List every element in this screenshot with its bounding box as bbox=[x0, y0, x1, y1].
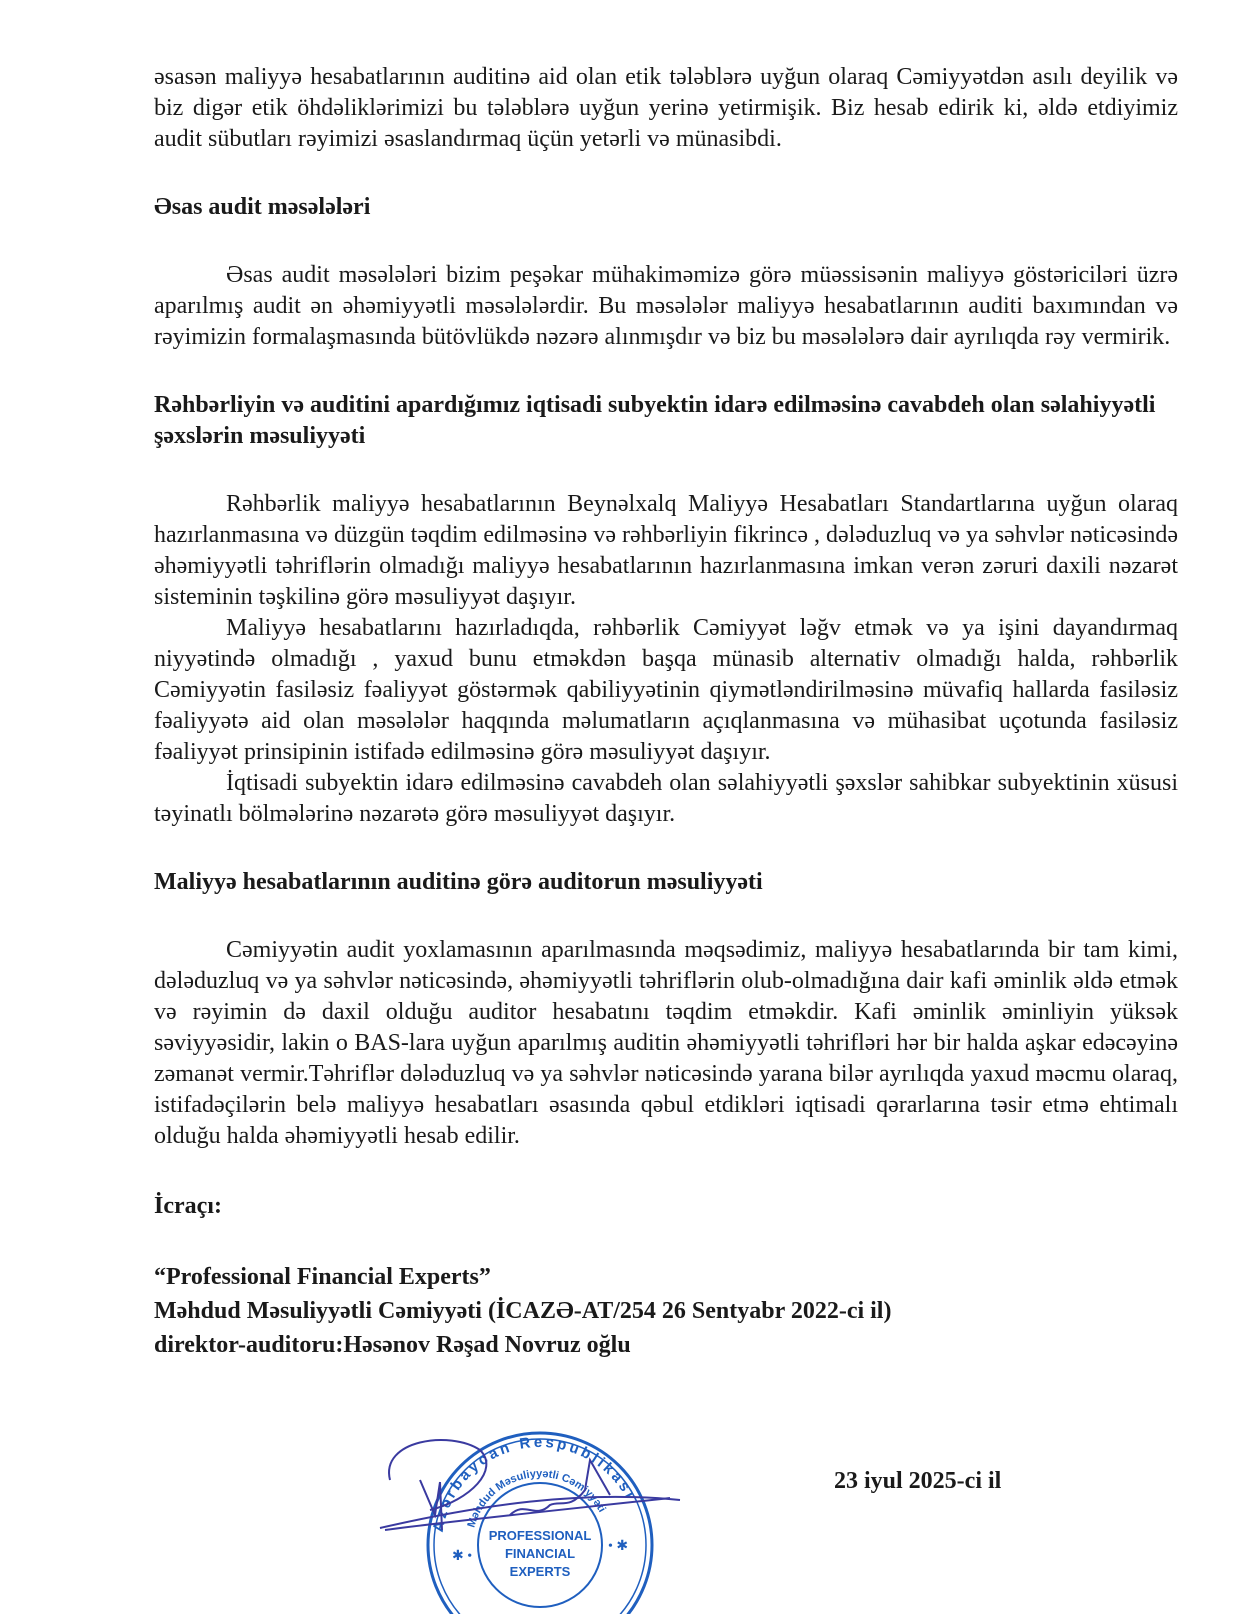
svg-text:EXPERTS: EXPERTS bbox=[509, 1564, 571, 1579]
company-stamp-with-signature bbox=[360, 1420, 720, 1614]
svg-text:• ✱: • ✱ bbox=[608, 1539, 629, 1554]
executor-label: İcraçı: bbox=[154, 1193, 222, 1219]
company-name: “Professional Financial Experts” bbox=[154, 1264, 491, 1290]
company-type-license: Məhdud Məsuliyyətli Cəmiyyəti (İCAZƏ-AT/254 26 Sentyabr 2022-ci il) bbox=[154, 1298, 892, 1324]
section-heading-management-responsibility: Rəhbərliyin və auditini apardığımız iqtisadi subyektin idarə edilməsinə cavabdeh olan səlahiyyətli şəxslərin məsuliyyəti bbox=[154, 392, 1156, 449]
management-responsibility-paragraph-1: Rəhbərlik maliyyə hesabatlarının Beynəlxalq Maliyyə Hesabatları Standartlarına uyğun olaraq hazırlanmasına və düzgün təqdim edilməsinə və rəhbərliyin fikrincə , dələduzluq və ya səhvlər nəticəsində əhəmiyyətli təhriflərin olmadığı maliyyə hesabatlarının hazırlanmasına imkan verən zəruri daxili nəzarət sisteminin təşkilinə görə məsuliyyət daşıyır. bbox=[154, 491, 1178, 610]
svg-text:FINANCIAL: FINANCIAL bbox=[504, 1546, 576, 1561]
management-responsibility-paragraph-3: İqtisadi subyektin idarə edilməsinə cavabdeh olan səlahiyyətli şəxslər sahibkar subyektinin xüsusi təyinatlı bölmələrinə nəzarətə görə məsuliyyət daşıyır. bbox=[154, 770, 1178, 827]
report-date: 23 iyul 2025-ci il bbox=[834, 1468, 1002, 1494]
svg-text:Məhdud Məsuliyyətli Cəmiyyəti: Məhdud Məsuliyyətli Cəmiyyəti bbox=[465, 1467, 608, 1530]
section-heading-auditor-responsibility: Maliyyə hesabatlarının auditinə görə auditorun məsuliyyəti bbox=[154, 869, 763, 895]
stamp-icon bbox=[360, 1420, 720, 1614]
svg-text:Azərbaycan Respublikası: Azərbaycan Respublikası bbox=[429, 1433, 640, 1534]
section-heading-key-audit-matters: Əsas audit məsələləri bbox=[154, 194, 371, 220]
management-responsibility-paragraph-2: Maliyyə hesabatlarını hazırladıqda, rəhbərlik Cəmiyyət ləğv etmək və ya işini dayandırmaq niyyətində olmadığı , yaxud bunu etməkdən başqa münasib alternativ olmadığı halda, rəhbərlik Cəmiyyətin fasiləsiz fəaliyyət göstərmək qabiliyyətinin qiymətləndirilməsinə müvafiq hallarda fasiləsiz fəaliyyətə aid olan məsələlər haqqında məlumatların açıqlanmasına və mühasibat uçotunda fasiləsiz fəaliyyət prinsipinin istifadə edilməsinə görə məsuliyyət daşıyır. bbox=[154, 615, 1178, 765]
signature-block bbox=[154, 1189, 1178, 1362]
auditor-responsibility-paragraph: Cəmiyyətin audit yoxlamasının aparılmasında məqsədimiz, maliyyə hesabatlarında bir tam kimi, dələduzluq və ya səhvlər nəticəsində, əhəmiyyətli təhriflərin olub-olmadığına dair kafi əminlik əldə etmək və rəyimin də daxil olduğu auditor hesabatını təqdim etməkdir. Kafi əminlik əminliyin yüksək səviyyəsidir, lakin o BAS-lara uyğun aparılmış auditin əhəmiyyətli təhrifləri hər bir halda aşkar edəcəyinə zəmanət vermir.Təhriflər dələduzluq və ya səhvlər nəticəsində yarana bilər ayrılıqda yaxud məcmu olaraq, istifadəçilərin belə maliyyə hesabatları əsasında qəbul etdikləri iqtisadi qərarlarına təsir etmə ehtimalı olduğu halda əhəmiyyətli hesab edilir. bbox=[154, 937, 1178, 1149]
svg-text:✱ •: ✱ • bbox=[452, 1549, 473, 1564]
document-page bbox=[154, 62, 1178, 1362]
intro-paragraph: əsasən maliyyə hesabatlarının auditinə aid olan etik tələblərə uyğun olaraq Cəmiyyətdən asılı deyilik və biz digər etik öhdəliklərimizi bu tələblərə uyğun yerinə yetirmişik. Biz hesab edirik ki, əldə etdiyimiz audit sübutları rəyimizi əsaslandırmaq üçün yetərli və münasibdi. bbox=[154, 64, 1178, 152]
director-name: direktor-auditoru:Həsənov Rəşad Novruz oğlu bbox=[154, 1332, 631, 1358]
svg-text:PROFESSIONAL: PROFESSIONAL bbox=[488, 1528, 592, 1543]
key-audit-matters-paragraph: Əsas audit məsələləri bizim peşəkar mühakiməmizə görə müəssisənin maliyyə göstəriciləri üzrə aparılmış audit ən əhəmiyyətli məsələlərdir. Bu məsələlər maliyyə hesabatlarının auditi baxımından və rəyimizin formalaşmasında bütövlükdə nəzərə alınmışdır və biz bu məsələlərə dair ayrılıqda rəy vermirik. bbox=[154, 262, 1178, 350]
